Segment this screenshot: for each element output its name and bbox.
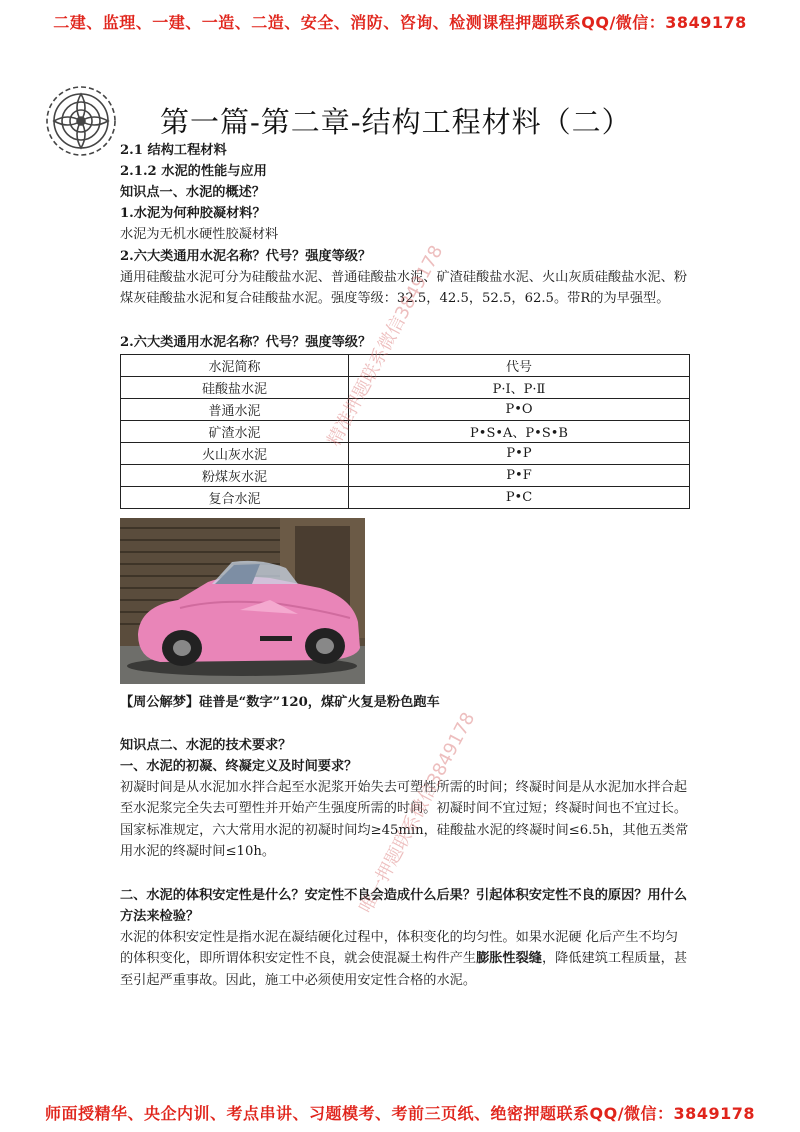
top-banner: 二建、监理、一建、一造、二造、安全、消防、咨询、检测课程押题联系QQ/微信：3849178 [53, 13, 747, 32]
cement-name-cell: 硅酸盐水泥 [121, 376, 349, 398]
table-header-row [121, 354, 690, 376]
cement-name-cell: 普通水泥 [121, 398, 349, 420]
pink-sports-car-photo [120, 518, 365, 684]
cement-code-cell: P•S•A、P•S•B [349, 420, 690, 442]
question-soundness: 二、水泥的体积安定性是什么？安定性不良会造成什么后果？引起体积安定性不良的原因？用什么方法来检验？ [120, 887, 688, 924]
question-setting-time: 一、水泥的初凝、终凝定义及时间要求？ [120, 758, 358, 774]
table-caption: 2.六大类通用水泥名称？代号？强度等级？ [120, 334, 372, 350]
watermark-2: 唯一押题联系微信3849178 [355, 708, 480, 917]
header-code: 代号 [349, 354, 690, 376]
knowledge-point-1: 知识点一、水泥的概述？ [120, 185, 266, 200]
page-title: 第一篇-第二章-结构工程材料（二） [160, 105, 632, 139]
table-row [121, 398, 690, 420]
table-row [121, 376, 690, 398]
table-row [121, 486, 690, 508]
knowledge-point-2: 知识点二、水泥的技术要求？ [120, 737, 292, 753]
soundness-definition [120, 927, 690, 992]
cement-code-cell: P•C [349, 486, 690, 508]
mnemonic-note: 【周公解梦】硅普是“数字”120，煤矿火复是粉色跑车 [120, 694, 440, 710]
soundness-text-c: ，降低建筑工程质量，甚至引起严重事故。因此，施工中必须使用安定性合格的水泥。 [120, 951, 688, 988]
answer-2: 通用硅酸盐水泥可分为硅酸盐水泥、普通硅酸盐水泥、矿渣硅酸盐水泥、火山灰质硅酸盐水泥、粉煤灰硅酸盐水泥和复合硅酸盐水泥。强度等级：32.5，42.5，52.5，62.5。带R的为早强型。 [120, 269, 688, 306]
section-heading: 2.1 结构工程材料 [120, 143, 227, 158]
setting-time-standard: 国家标准规定，六大常用水泥的初凝时间均≥45min，硅酸盐水泥的终凝时间≤6.5h，其他五类常用水泥的终凝时间≤10h。 [120, 822, 689, 859]
cement-code-cell: P•O [349, 398, 690, 420]
cement-name-cell: 矿渣水泥 [121, 420, 349, 442]
soundness-text-a: 水泥的体积安定性是指水泥在凝结硬化过程中，体积变化的均匀性。如果水泥硬 化后产生不均匀的体积变化，即所谓体积安定性不良，就会使混凝土构件产生 [120, 929, 679, 966]
lotus-logo-icon [44, 84, 118, 158]
cement-name-cell: 火山灰水泥 [121, 442, 349, 464]
bottom-banner: 师面授精华、央企内训、考点串讲、习题模考、考前三页纸、绝密押题联系QQ/微信：3849178 [45, 1104, 755, 1123]
watermark-1: 精准押题联系微信3849178 [323, 241, 448, 450]
cement-code-cell: P•F [349, 464, 690, 486]
document-body [120, 140, 690, 991]
subsection-heading: 2.1.2 水泥的性能与应用 [120, 164, 267, 179]
table-row [121, 464, 690, 486]
answer-1: 水泥为无机水硬性胶凝材料 [120, 227, 279, 242]
header-cement-name: 水泥简称 [121, 354, 349, 376]
setting-time-definition: 初凝时间是从水泥加水拌合起至水泥浆开始失去可塑性所需的时间；终凝时间是从水泥加水拌合起至水泥浆完全失去可塑性并开始产生强度所需的时间。初凝时间不宜过短；终凝时间也不宜过长。 [120, 779, 688, 816]
cement-name-cell: 复合水泥 [121, 486, 349, 508]
question-1: 1.水泥为何种胶凝材料？ [120, 206, 266, 221]
table-row [121, 420, 690, 442]
table-row [121, 442, 690, 464]
cement-code-cell: P•P [349, 442, 690, 464]
cement-code-table [120, 354, 690, 509]
question-2: 2.六大类通用水泥名称？代号？强度等级？ [120, 248, 372, 264]
soundness-key-term: 膨胀性裂缝 [476, 951, 542, 966]
cement-name-cell: 粉煤灰水泥 [121, 464, 349, 486]
cement-code-cell: P·Ⅰ、P·Ⅱ [349, 376, 690, 398]
